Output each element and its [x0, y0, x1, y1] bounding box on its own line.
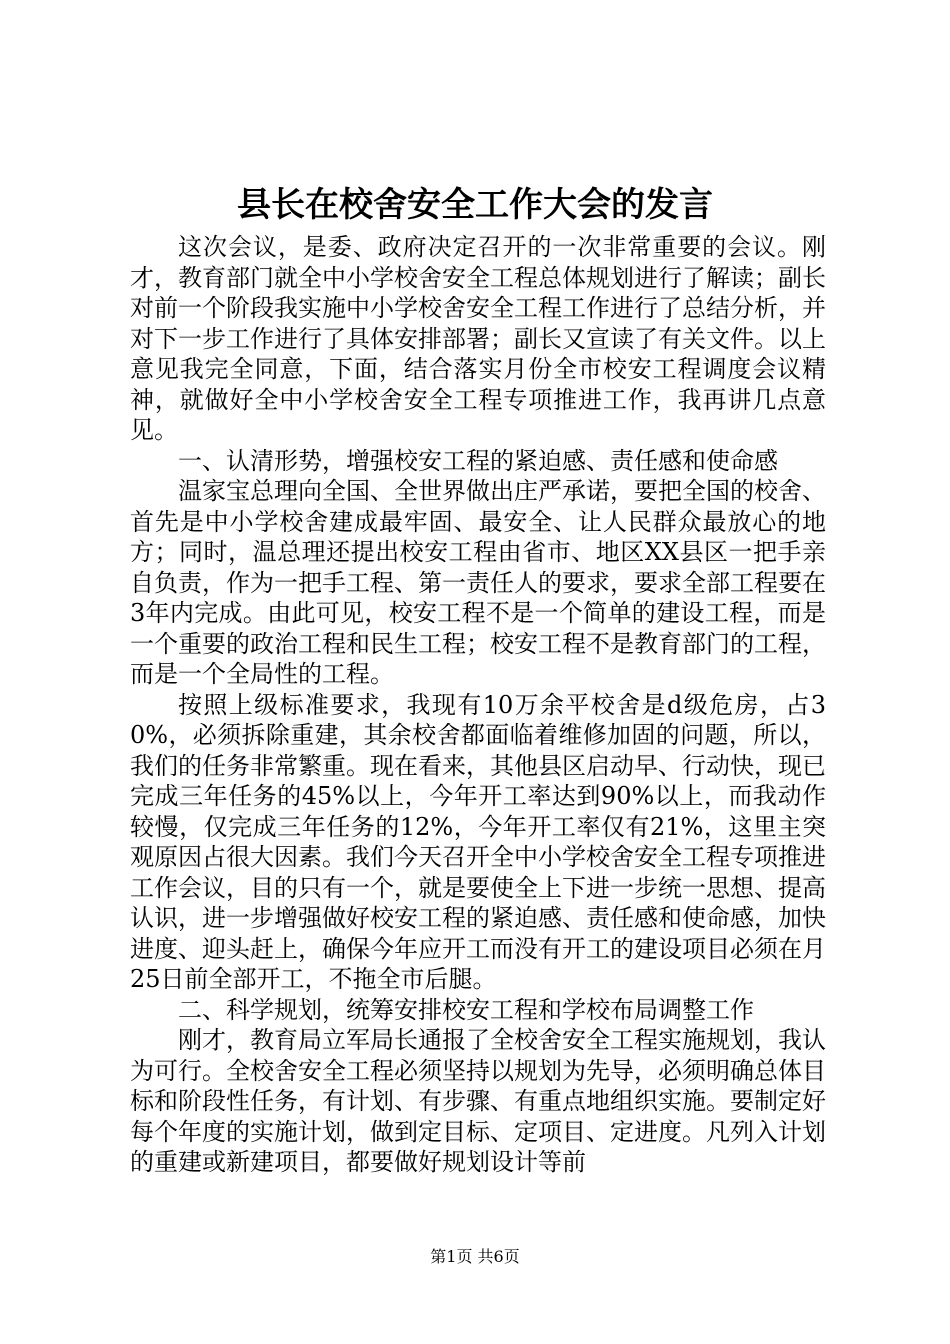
document-body	[130, 232, 826, 1178]
paragraph-task-status: 按照上级标准要求，我现有10万余平校舍是d级危房，占30%，必须拆除重建，其余校舍都面临着维修加固的问题，所以，我们的任务非常繁重。现在看来，其他县区启动早、行动快，现已完成三年任务的45%以上，今年开工率达到90%以上，而我动作较慢，仅完成三年任务的12%，今年开工率仅有21%，这里主突观原因占很大因素。我们今天召开全中小学校舍安全工程专项推进工作会议，目的只有一个，就是要使全上下进一步统一思想、提高认识，进一步增强做好校安工程的紧迫感、责任感和使命感，加快进度、迎头赶上，确保今年应开工而没有开工的建设项目必须在月25日前全部开工，不拖全市后腿。	[130, 690, 826, 993]
section-heading-1: 一、认清形势，增强校安工程的紧迫感、责任感和使命感	[178, 446, 778, 475]
paragraph-intro: 这次会议，是委、政府决定召开的一次非常重要的会议。刚才，教育部门就全中小学校舍安全工程总体规划进行了解读；副长对前一个阶段我实施中小学校舍安全工程工作进行了总结分析，并对下一步工作进行了具体安排部署；副长又宣读了有关文件。以上意见我完全同意，下面，结合落实月份全市校安工程调度会议精神，就做好全中小学校舍安全工程专项推进工作，我再讲几点意见。	[130, 233, 826, 444]
paragraph-planning: 刚才，教育局立军局长通报了全校舍安全工程实施规划，我认为可行。全校舍安全工程必须坚持以规划为先导，必须明确总体目标和阶段性任务，有计划、有步骤、有重点地组织实施。要制定好每个年度的实施计划，做到定目标、定项目、定进度。凡列入计划的重建或新建项目，都要做好规划设计等前	[130, 1026, 826, 1176]
document-title: 县长在校舍安全工作大会的发言	[237, 185, 713, 225]
paragraph-premier-commitment: 温家宝总理向全国、全世界做出庄严承诺，要把全国的校舍、首先是中小学校舍建成最牢固、最安全、让人民群众最放心的地方；同时，温总理还提出校安工程由省市、地区XX县区一把手亲自负责，作为一把手工程、第一责任人的要求，要求全部工程要在3年内完成。由此可见，校安工程不是一个简单的建设工程，而是一个重要的政治工程和民生工程；校安工程不是教育部门的工程，而是一个全局性的工程。	[130, 477, 826, 688]
page-number-footer: 第1页 共6页	[430, 1247, 520, 1266]
section-heading-2: 二、科学规划，统筹安排校安工程和学校布局调整工作	[178, 995, 754, 1024]
